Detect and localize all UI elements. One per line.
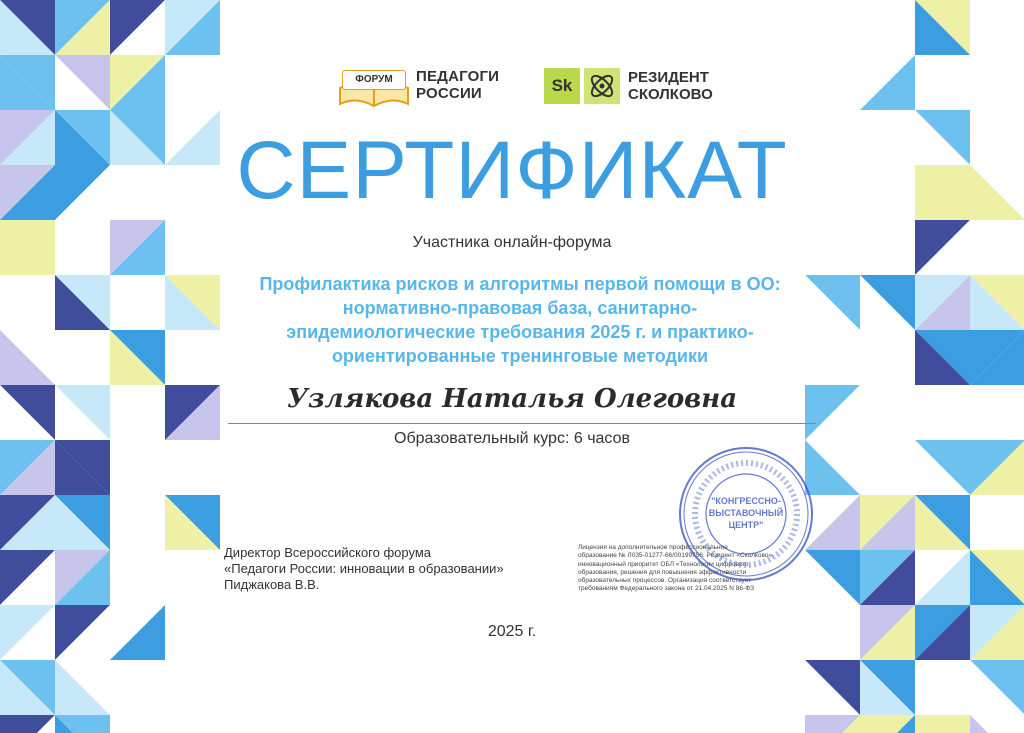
name-underline xyxy=(228,423,816,424)
director-name: Пиджакова В.В. xyxy=(224,577,320,592)
skolkovo-logo-text: РЕЗИДЕНТ СКОЛКОВО xyxy=(628,69,713,103)
license-line: Лицензия на дополнительное профессиональное xyxy=(578,544,728,551)
license-line: образования, решения для повышения эффективности xyxy=(578,568,747,576)
certificate-title: СЕРТИФИКАТ xyxy=(236,125,788,216)
topic-line: эпидемиологические требования 2025 г. и практико- xyxy=(286,322,754,342)
logos-header xyxy=(336,66,736,110)
certificate-subtitle: Участника онлайн-форума xyxy=(412,234,612,251)
sk-mark: Sk xyxy=(544,68,580,104)
forum-name: «Педагоги России: инновации в образовании» xyxy=(224,561,504,576)
topic-line: ориентированные тренинговые методики xyxy=(331,346,709,366)
topic-line: нормативно-правовая база, санитарно- xyxy=(342,298,698,318)
certificate-year: 2025 г. xyxy=(487,623,537,640)
license-line: образование № Л035-01277-66/00199756. Резидент «Сколково», xyxy=(578,552,774,560)
director-signature-block xyxy=(224,545,564,593)
director-title: Директор Всероссийского форума xyxy=(224,545,432,560)
forum-logo xyxy=(336,66,506,110)
stamp-center-line: ЦЕНТР" xyxy=(728,520,764,530)
license-line: образовательных процессов. Организация соответствует xyxy=(578,577,752,585)
atom-icon xyxy=(584,68,620,104)
forum-logo-text: ПЕДАГОГИ РОССИИ xyxy=(416,68,500,102)
license-line: требованиям Федерального закона от 21.04.2025 N 86-ФЗ xyxy=(578,585,755,593)
topic-line: Профилактика рисков и алгоритмы первой помощи в ОО: xyxy=(259,274,781,294)
forum-topic xyxy=(230,272,810,368)
stamp-center-line: "КОНГРЕССНО- xyxy=(711,496,781,506)
course-hours: Образовательный курс: 6 часов xyxy=(394,430,630,447)
forum-badge: ФОРУМ xyxy=(342,70,406,90)
recipient-name: Узлякова Наталья Олеговна xyxy=(286,384,738,414)
organization-stamp xyxy=(676,444,816,584)
license-line: инновационный приоритет ОБЛ «Технологии цифрового xyxy=(578,560,749,568)
skolkovo-logo xyxy=(544,68,736,108)
stamp-center-line: ВЫСТАВОЧНЫЙ xyxy=(708,508,784,518)
